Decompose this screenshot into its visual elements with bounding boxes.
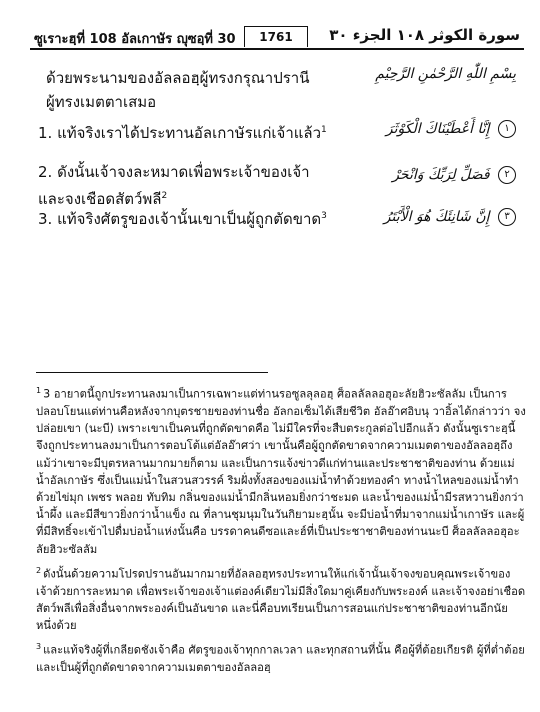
footnote-ref: 2 [161,191,168,201]
verse-1-thai: 1. แท้จริงเราได้ประทานอัลเกาษัรแก่เจ้าแล้ว$^1$ [38,124,327,142]
footnote-divider [36,372,268,373]
ayah-marker: ١ [498,120,516,138]
verse-3-thai: 3. แท้จริงศัตรูของเจ้านั้นเขาเป็นผู้ถูกตัดขาด$^3$ [38,210,327,228]
verse-2-thai: 2. ดังนั้นเจ้าจงละหมาดเพื่อพระเจ้าของเจ้าและจงเชือดสัตว์พลี$^2$ [38,163,310,208]
verse-2-arabic: ٢ فَصَلِّ لِرَبِّكَ وَانْحَرْ [392,166,516,184]
footnote-ref: 3 [321,211,327,221]
footnote-1: $^1$ 3 อายาตนี้ถูกประทานลงมาเป็นการเฉพาะแต่ท่านรอซูลลุลอฮฺ ศ็อลลัลลอฮุอะลัยฮิวะซัลลัม เป็นการปลอบโยนแต่ท่านคือหลังจากบุตรชายของท่านชื่อ อัลกอเซ็มได้เสียชีวิต อัลอ๊าศอิบนุ วาอิ้ลได้กล่าวว่า จงปล่อยเขา (นะบี) เพราะเขาเป็นคนที่ถูกตัดขาดคือ ไม่มีใครที่จะสืบตระกูลต่อไปอีกแล้ว ดังนั้นซูเราะฮฺนี้จึงถูกประทานลงมาเป็นการตอบโต้แต่อัลอ๊าศว่า เขานั้นคือผู้ถูกตัดขาดจากความเมตตาของอัลลอฮฺถึงแม้ว่าเขาจะมีบุตรหลานมากมายก็ตาม และเป็นการแจ้งข่าวดีแก่ท่านและประชาชาติของท่าน ด้วยแม่น้ำอัลเกาษัร ซึ่งเป็นแม่น้ำในสวนสวรรค์ ริมฝั่งทั้งสองของแม่น้ำทำด้วยทองคำ ทางน้ำไหลของแม่น้ำทำด้วยไข่มุก เพชร พลอย ทับทิม กลิ่นของแม่น้ำมีกลิ่นหอมยิ่งกว่าชะมด และน้ำของแม่น้ำมีรสหวานยิ่งกว่าน้ำผึ้ง และมีสีขาวยิ่งกว่าน้ำแข็ง ณ ที่ลานชุมนุมในวันกิยามะฮฺนั้น จะมีบ่อน้ำที่มาจากแม่น้ำเกาษัร และผู้ที่มีสิทธิ์จะเข้าไปดื่มบ่อน้ำแห่งนั้นคือ บรรดาคนดีซอและฮ์ที่เป็นประชาชาติของท่านนะบี ศ็อลลัลลอฮุอะลัยฮิวะซัลลัม [36,386,526,556]
verse-1-arabic: ١ إِنَّا أَعْطَيْنَاكَ الْكَوْثَرَ [386,120,516,138]
page-header [30,26,524,50]
header-surah-info: ซูเราะฮฺที่ 108 อัลเกาษัร ญุซอฺที่ 30 [34,32,236,47]
page-number: 1761 [244,26,308,47]
ayah-marker: ٢ [498,166,516,184]
header-arabic-surah: سورة الكوثر ١٠٨ الجزء ٣٠ [329,26,520,44]
footnote-ref: 1 [321,125,327,135]
footnote-3: $^3$ และแท้จริงผู้ที่เกลียดชังเจ้าคือ ศัตรูของเจ้าทุกกาลเวลา และทุกสถานที่นั้น คือผู้ที่ต้อยเกียรติ ผู้ที่ต่ำต้อยและเป็นผู้ที่ถูกตัดขาดจากความเมตตาของอัลลอฮฺ [36,642,525,675]
footnotes [36,382,526,680]
bismillah-thai: ด้วยพระนามของอัลลอฮฺผู้ทรงกรุณาปรานี ผู้ทรงเมตตาเสมอ [46,69,310,111]
verse-3-arabic: ٣ إِنَّ شَانِئَكَ هُوَ الْأَبْتَرُ [384,208,516,226]
bismillah-arabic: بِسْمِ اللّٰهِ الرَّحْمٰنِ الرَّحِيْمِ [375,66,516,82]
ayah-marker: ٣ [498,208,516,226]
footnote-2: $^2$ ดังนั้นด้วยความโปรดปรานอันมากมายที่อัลลอฮฺทรงประทานให้แก่เจ้านั้นเจ้าจงขอบคุณพระเจ้าของเจ้าด้วยการละหมาด เพื่อพระเจ้าของเจ้าแต่องค์เดียวไม่มีสิ่งใดมาคู่เคียงกับพระองค์ และเจ้าจงอย่าเชือดสัตว์พลีเพื่อสิ่งอื่นจากพระองค์เป็นอันขาด และนี่คือบทเรียนเป็นการสอนแก่ประชาชาติของท่านอีกนัยหนึ่งด้วย [36,565,526,633]
